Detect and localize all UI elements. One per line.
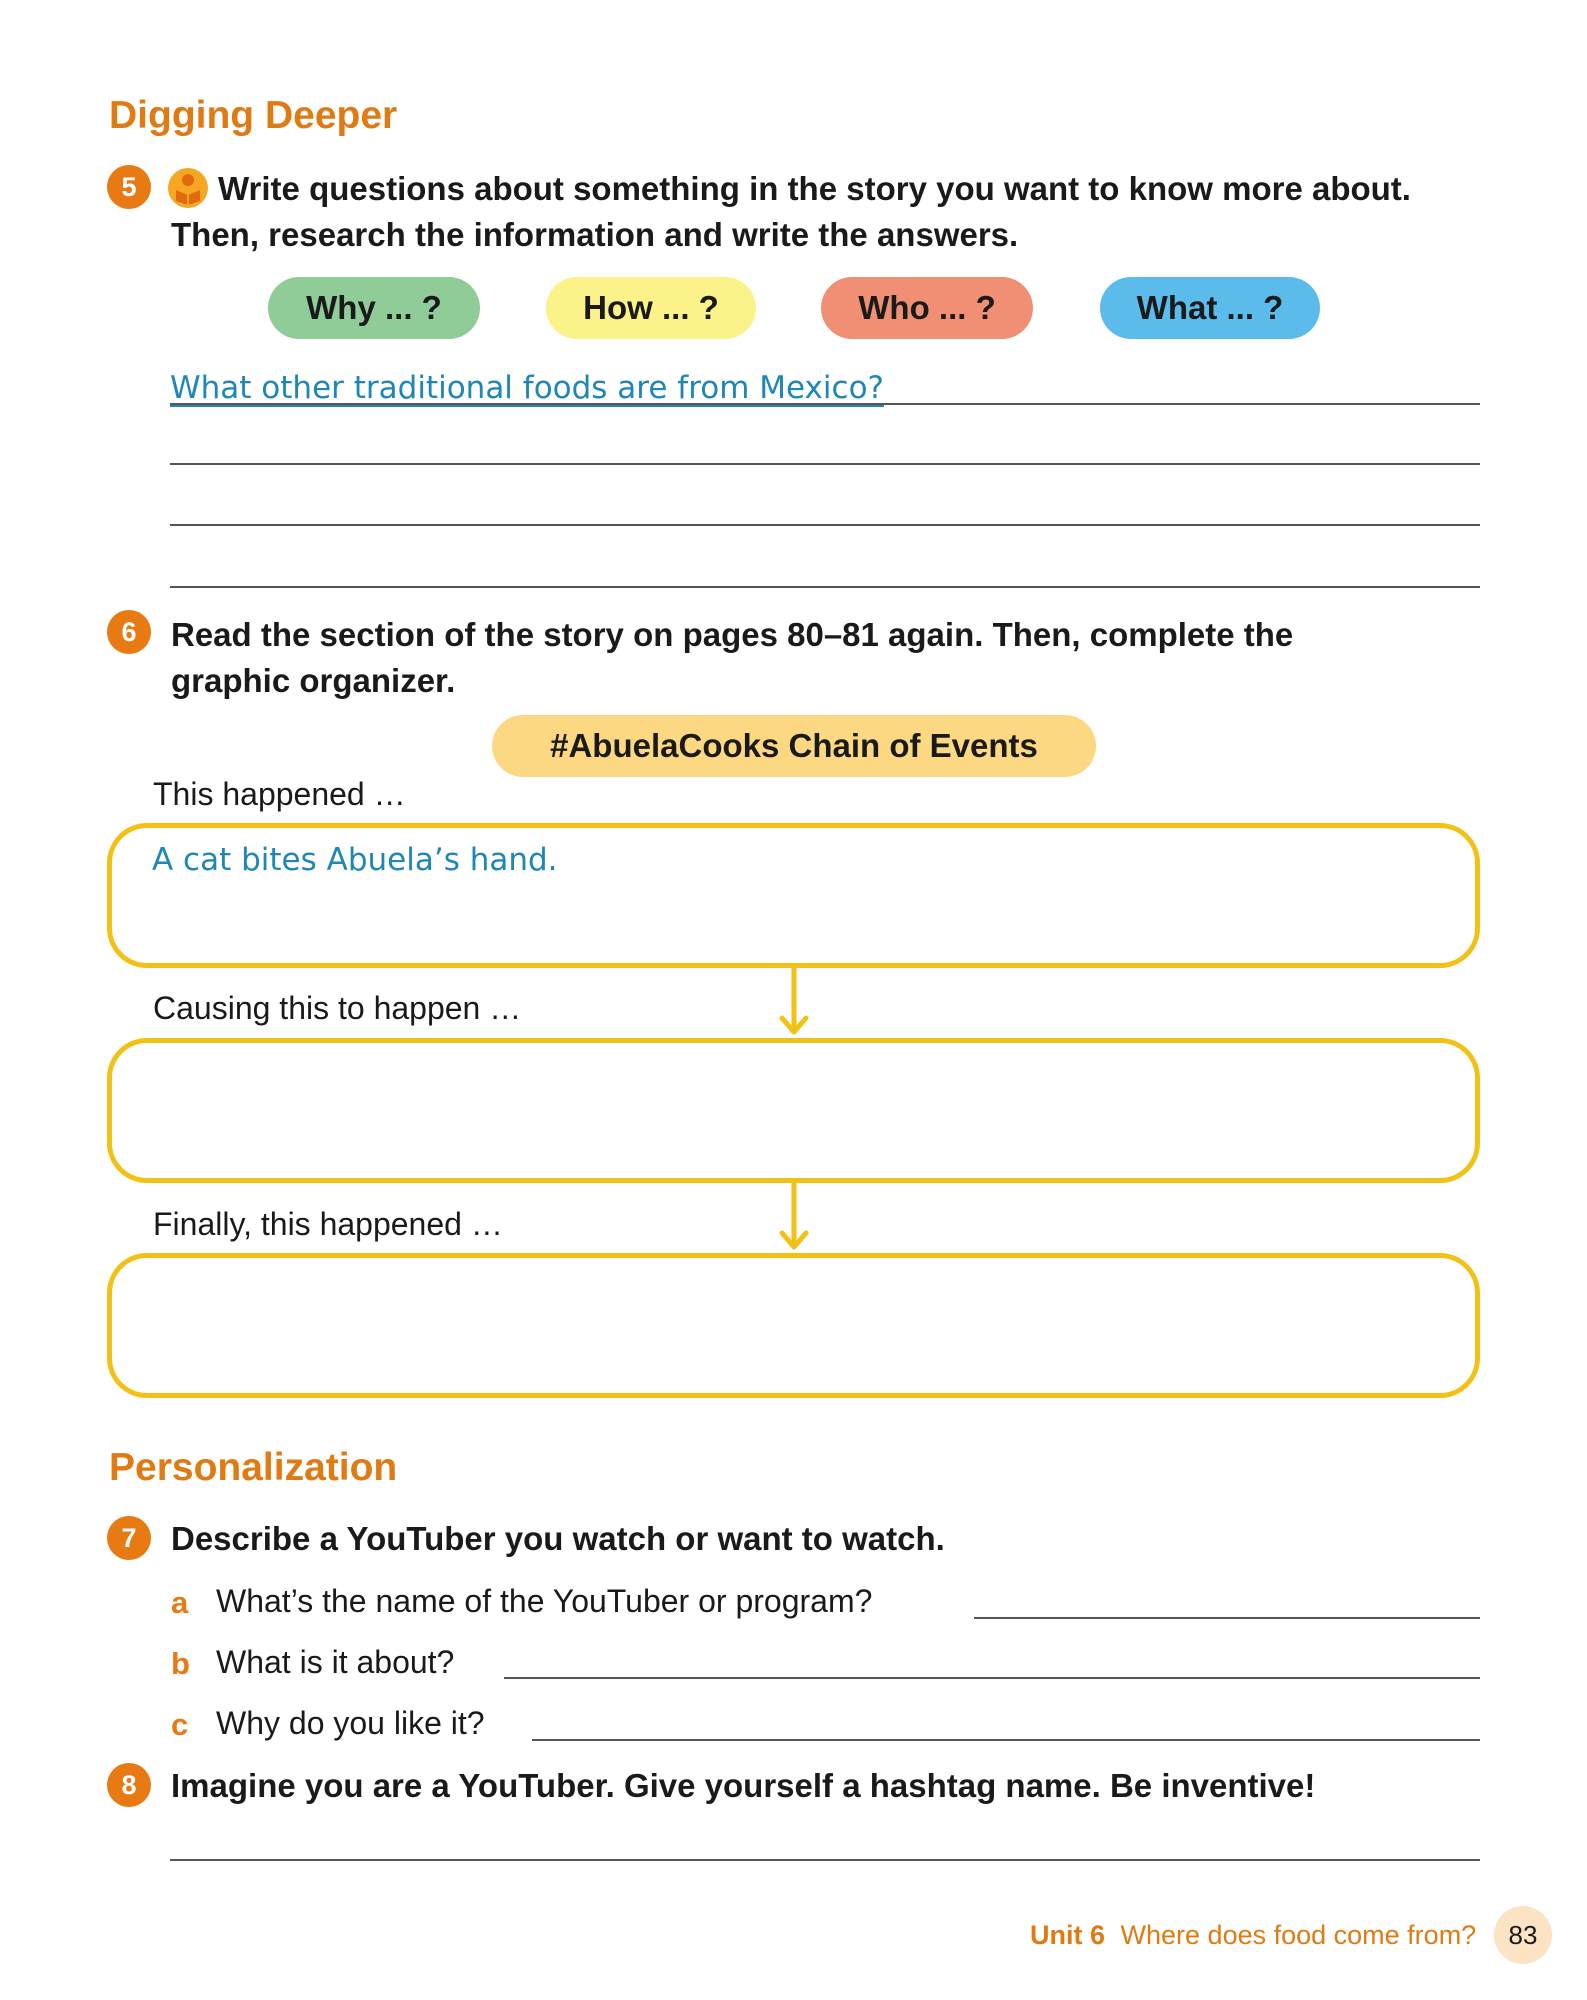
question-6-text-line2: graphic organizer. [171,662,456,699]
question-number-8: 8 [107,1763,151,1807]
answer-line[interactable] [170,524,1480,526]
answer-line-c[interactable] [532,1739,1480,1741]
answer-line-8[interactable] [170,1859,1480,1861]
page-number: 83 [1494,1906,1552,1964]
organizer-box-1[interactable] [107,823,1480,968]
organizer-box-1-answer: A cat bites Abuela’s hand. [152,842,558,878]
section-heading-digging-deeper: Digging Deeper [109,94,398,137]
question-number-6: 6 [107,610,151,654]
question-5-example-answer: What other traditional foods are from Mexico? [170,370,884,406]
item-letter-c: c [171,1707,189,1742]
organizer-label-2: Causing this to happen … [153,990,522,1026]
question-5-text-line2: Then, research the information and write the answers. [171,216,1019,253]
answer-line[interactable] [170,463,1480,465]
pill-what: What ... ? [1100,277,1320,339]
footer-unit-title: Where does food come from? [1120,1920,1477,1950]
down-arrow-icon [776,1181,812,1253]
footer-unit [1030,1920,1476,1951]
footer-unit-number: Unit 6 [1030,1920,1106,1950]
answer-line-b[interactable] [504,1677,1480,1679]
question-5-text-line1: Write questions about something in the story you want to know more about. [218,170,1411,207]
pill-how: How ... ? [546,277,756,339]
pill-who: Who ... ? [821,277,1033,339]
reading-icon [168,168,208,208]
question-8-text: Imagine you are a YouTuber. Give yourself a hashtag name. Be inventive! [171,1767,1316,1804]
down-arrow-icon [776,966,812,1038]
answer-line-a[interactable] [974,1617,1480,1619]
answer-line[interactable] [170,403,1480,405]
item-letter-a: a [171,1585,189,1620]
item-letter-b: b [171,1646,190,1681]
section-heading-personalization: Personalization [109,1446,398,1489]
organizer-box-3[interactable] [107,1253,1480,1398]
question-number-7: 7 [107,1516,151,1560]
question-6-text-line1: Read the section of the story on pages 80–81 again. Then, complete the [171,616,1294,653]
answer-line[interactable] [170,586,1480,588]
organizer-label-3: Finally, this happened … [153,1206,503,1242]
organizer-label-1: This happened … [153,776,406,812]
question-7-text: Describe a YouTuber you watch or want to watch. [171,1520,945,1557]
question-number-5: 5 [107,165,151,209]
item-text-b: What is it about? [216,1644,455,1680]
pill-why: Why ... ? [268,277,480,339]
item-text-c: Why do you like it? [216,1705,485,1741]
organizer-title: #AbuelaCooks Chain of Events [492,715,1096,777]
organizer-box-2[interactable] [107,1038,1480,1183]
item-text-a: What’s the name of the YouTuber or program? [216,1583,873,1619]
